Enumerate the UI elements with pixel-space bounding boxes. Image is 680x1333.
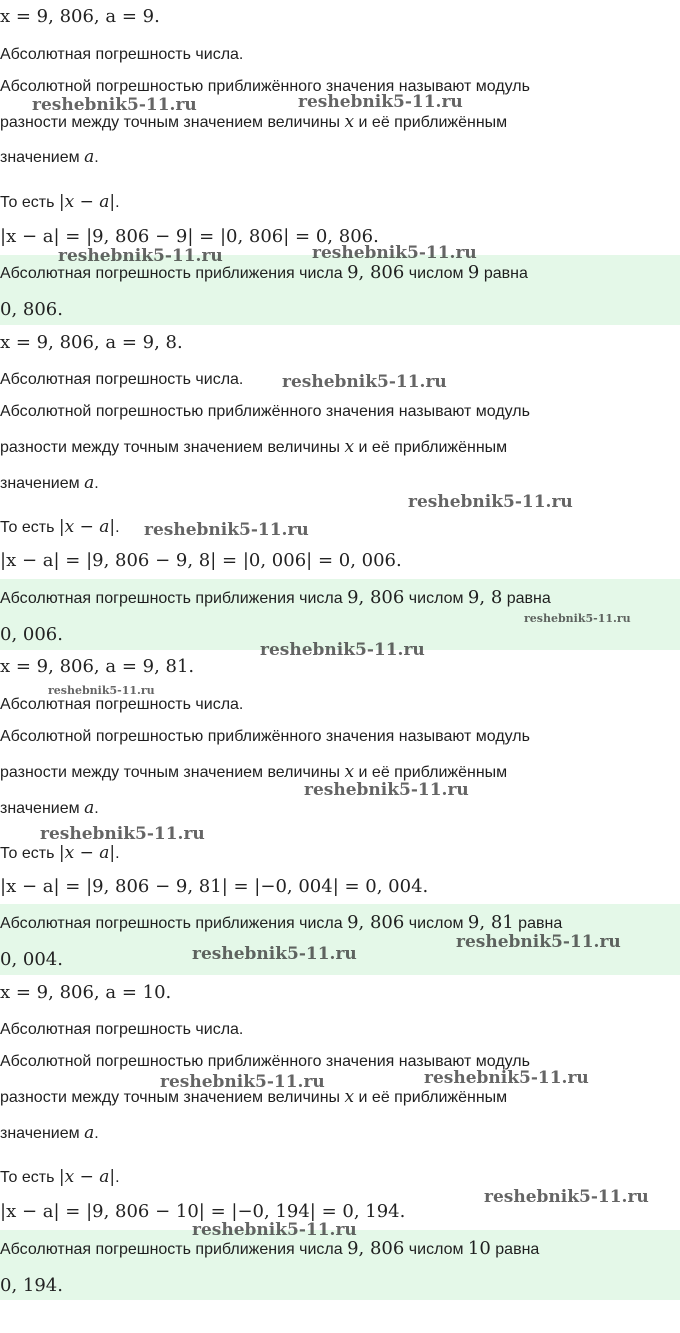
result-line (0, 263, 528, 284)
definition-line-1: Абсолютной погрешностью приближённого значения называют модуль (0, 1053, 530, 1070)
that-is-line (0, 517, 120, 538)
definition-text: значением (0, 1125, 85, 1142)
definition-line-1: Абсолютной погрешностью приближённого значения называют модуль (0, 403, 530, 420)
definition-text: . (94, 475, 99, 492)
result-text: числом (404, 265, 468, 282)
result-text: Абсолютная погрешность приближения числа (0, 265, 348, 282)
result-text: равна (490, 1241, 540, 1258)
definition-text: разности между точным значением величины (0, 1089, 345, 1106)
result-text: числом (404, 1241, 468, 1258)
result-value: 0, 194. (0, 1275, 63, 1296)
that-is-line (0, 1167, 120, 1188)
definition-text: . (94, 149, 99, 166)
that-is-line (0, 192, 120, 213)
that-is-text: То есть (0, 845, 59, 862)
result-text: Абсолютная погрешность приближения числа (0, 1241, 348, 1258)
result-a-value: 9, 8 (467, 587, 503, 608)
result-x-value: 9, 806 (347, 1238, 405, 1259)
result-value: 0, 004. (0, 949, 63, 970)
definition-line-3 (0, 147, 99, 168)
watermark: reshebnik5-11.ru (48, 684, 155, 697)
that-is-text: То есть (0, 194, 59, 211)
result-a-value: 9 (467, 262, 480, 283)
definition-text: значением (0, 800, 85, 817)
definition-line-3 (0, 798, 99, 819)
definition-text: значением (0, 149, 85, 166)
definition-line-2 (0, 437, 507, 458)
watermark: reshebnik5-11.ru (260, 640, 425, 660)
variable-a: a (84, 798, 95, 818)
result-line (0, 1239, 539, 1260)
watermark: reshebnik5-11.ru (408, 492, 573, 512)
watermark: reshebnik5-11.ru (192, 1220, 357, 1240)
result-a-value: 9, 81 (467, 912, 514, 933)
result-value: 0, 006. (0, 624, 63, 645)
result-text: равна (479, 265, 528, 282)
abs-difference: |x − a| (58, 517, 116, 537)
definition-text: . (94, 1125, 99, 1142)
result-a-value: 10 (467, 1238, 491, 1259)
variable-a: a (84, 1123, 95, 1143)
definition-text: разности между точным значением величины (0, 764, 345, 781)
result-value: 0, 806. (0, 299, 63, 320)
result-text: равна (502, 590, 551, 607)
definition-line-2 (0, 112, 507, 133)
definition-text: разности между точным значением величины (0, 114, 345, 131)
watermark: reshebnik5-11.ru (312, 243, 477, 263)
given-values: x = 9, 806, a = 10. (0, 982, 172, 1003)
watermark: reshebnik5-11.ru (524, 612, 631, 625)
definition-text: . (94, 800, 99, 817)
definition-line-3 (0, 473, 99, 494)
that-is-text: . (115, 1169, 120, 1186)
watermark: reshebnik5-11.ru (58, 246, 223, 266)
watermark: reshebnik5-11.ru (160, 1072, 325, 1092)
section-heading: Абсолютная погрешность числа. (0, 46, 244, 63)
watermark: reshebnik5-11.ru (424, 1068, 589, 1088)
that-is-text: То есть (0, 1169, 59, 1186)
given-values: x = 9, 806, a = 9, 81. (0, 656, 195, 677)
result-x-value: 9, 806 (347, 587, 405, 608)
result-x-value: 9, 806 (347, 262, 405, 283)
given-values: x = 9, 806, a = 9. (0, 6, 160, 27)
definition-text: значением (0, 475, 85, 492)
calculation: |x − a| = |9, 806 − 10| = |−0, 194| = 0, 194. (0, 1201, 406, 1222)
result-text: Абсолютная погрешность приближения числа (0, 915, 348, 932)
watermark: reshebnik5-11.ru (282, 372, 447, 392)
watermark: reshebnik5-11.ru (144, 520, 309, 540)
watermark: reshebnik5-11.ru (304, 780, 469, 800)
calculation: |x − a| = |9, 806 − 9, 8| = |0, 006| = 0, 006. (0, 550, 402, 571)
definition-text: и её приближённым (354, 1089, 508, 1106)
variable-a: a (84, 473, 95, 493)
abs-difference: |x − a| (58, 843, 116, 863)
variable-x: x (344, 437, 355, 457)
definition-line-3 (0, 1123, 99, 1144)
section-heading: Абсолютная погрешность числа. (0, 1021, 244, 1038)
abs-difference: |x − a| (58, 1167, 116, 1187)
result-text: числом (404, 590, 468, 607)
watermark: reshebnik5-11.ru (40, 824, 205, 844)
variable-x: x (344, 762, 355, 782)
given-values: x = 9, 806, a = 9, 8. (0, 332, 183, 353)
definition-line-1: Абсолютной погрешностью приближённого значения называют модуль (0, 728, 530, 745)
watermark: reshebnik5-11.ru (298, 92, 463, 112)
definition-text: и её приближённым (354, 439, 508, 456)
result-text: числом (404, 915, 468, 932)
result-line (0, 588, 551, 609)
definition-text: и её приближённым (354, 764, 508, 781)
that-is-line (0, 843, 120, 864)
calculation: |x − a| = |9, 806 − 9, 81| = |−0, 004| = 0, 004. (0, 876, 429, 897)
result-box (0, 1230, 680, 1300)
variable-a: a (84, 147, 95, 167)
watermark: reshebnik5-11.ru (456, 932, 621, 952)
that-is-text: . (115, 845, 120, 862)
watermark: reshebnik5-11.ru (484, 1187, 649, 1207)
result-x-value: 9, 806 (347, 912, 405, 933)
calculation: |x − a| = |9, 806 − 9| = |0, 806| = 0, 806. (0, 226, 379, 247)
result-text: Абсолютная погрешность приближения числа (0, 590, 348, 607)
watermark: reshebnik5-11.ru (32, 95, 197, 115)
definition-text: разности между точным значением величины (0, 439, 345, 456)
definition-line-1: Абсолютной погрешностью приближённого значения называют модуль (0, 78, 530, 95)
abs-difference: |x − a| (58, 192, 116, 212)
section-heading: Абсолютная погрешность числа. (0, 696, 244, 713)
result-text: равна (513, 915, 563, 932)
watermark: reshebnik5-11.ru (192, 944, 357, 964)
that-is-text: То есть (0, 519, 59, 536)
result-line (0, 913, 562, 934)
that-is-text: . (115, 519, 120, 536)
variable-x: x (344, 112, 355, 132)
section-heading: Абсолютная погрешность числа. (0, 371, 244, 388)
variable-x: x (344, 1087, 355, 1107)
that-is-text: . (115, 194, 120, 211)
definition-text: и её приближённым (354, 114, 508, 131)
